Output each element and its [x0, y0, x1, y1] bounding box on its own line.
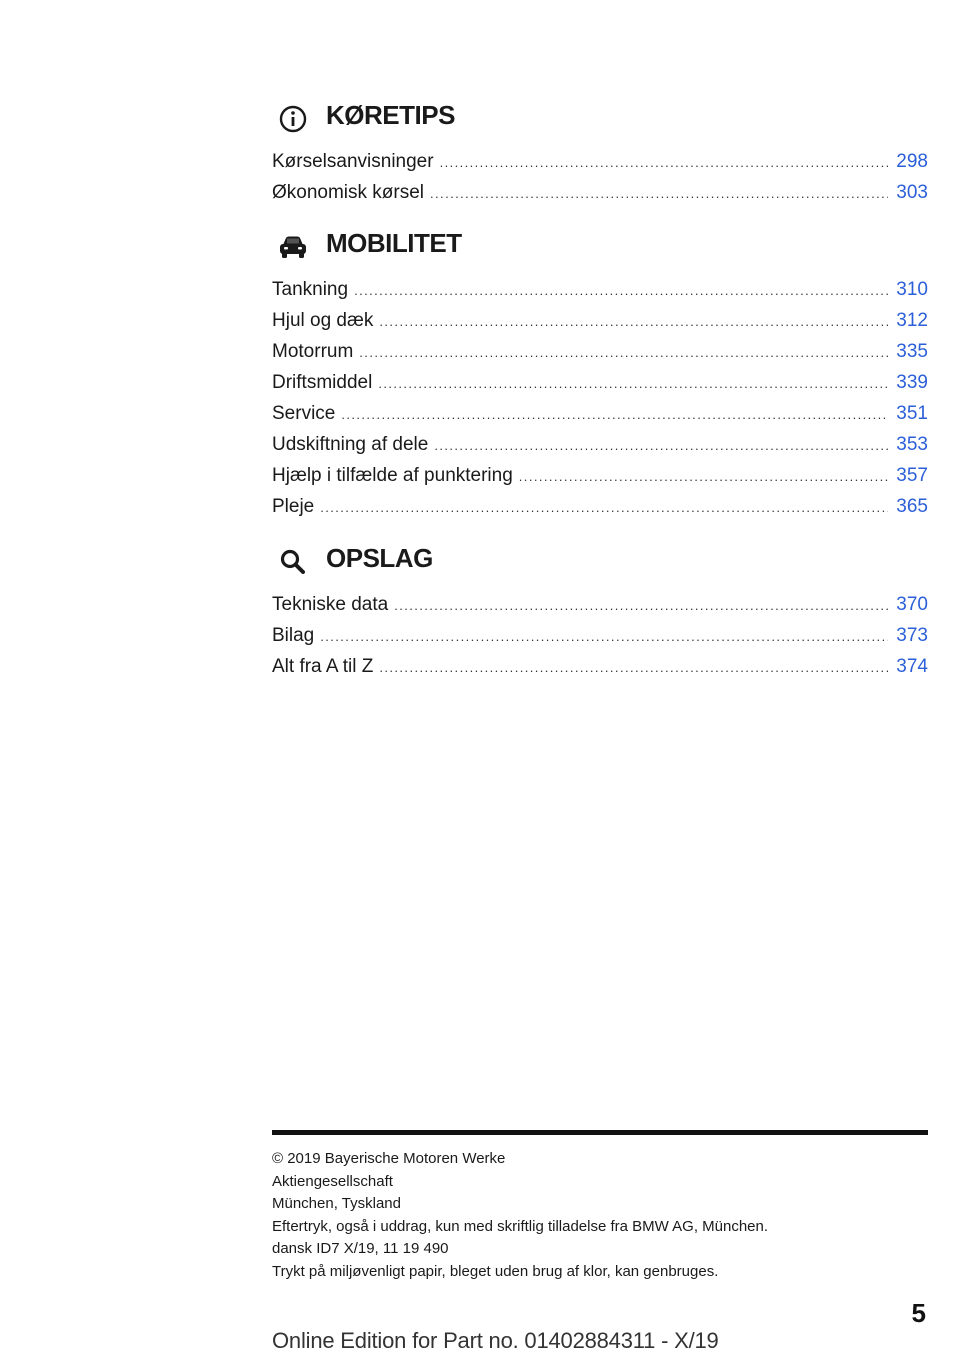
section-opslag — [272, 541, 928, 682]
toc-page-link[interactable]: 335 — [896, 341, 928, 362]
dot-leader — [359, 337, 888, 368]
toc-entry-label: Pleje — [272, 496, 315, 517]
toc-page-link[interactable]: 357 — [896, 465, 928, 486]
toc-entry[interactable] — [272, 177, 928, 208]
toc-page-link[interactable]: 370 — [896, 594, 928, 615]
toc-page-link[interactable]: 339 — [896, 372, 928, 393]
page-number: 5 — [911, 1298, 926, 1328]
toc-entry-label: Bilag — [272, 625, 315, 646]
section-header — [272, 226, 928, 270]
toc-page-link[interactable]: 374 — [896, 656, 928, 677]
info-icon — [276, 104, 310, 134]
toc-entry[interactable] — [272, 336, 928, 367]
toc-entry-label: Økonomisk kørsel — [272, 182, 425, 203]
section-header — [272, 541, 928, 585]
toc-entry[interactable] — [272, 398, 928, 429]
dot-leader — [378, 368, 888, 399]
toc-page-link[interactable]: 298 — [896, 151, 928, 172]
car-icon — [276, 232, 310, 262]
imprint-line: Aktiengesellschaft — [272, 1172, 393, 1190]
dot-leader — [354, 275, 888, 306]
dot-leader — [394, 590, 888, 621]
toc-entry-label: Motorrum — [272, 341, 354, 362]
toc-entry[interactable] — [272, 620, 928, 651]
toc-entry[interactable] — [272, 460, 928, 491]
dot-leader — [379, 306, 888, 337]
toc-entry[interactable] — [272, 274, 928, 305]
toc-list — [272, 146, 928, 208]
toc-list — [272, 589, 928, 682]
toc-page-link[interactable]: 353 — [896, 434, 928, 455]
imprint-divider — [272, 1130, 928, 1135]
toc-entry-label: Udskiftning af dele — [272, 434, 429, 455]
toc-page-link[interactable]: 312 — [896, 310, 928, 331]
dot-leader — [440, 147, 889, 178]
dot-leader — [430, 178, 888, 209]
dot-leader — [379, 652, 888, 683]
toc-entry-label: Tankning — [272, 279, 349, 300]
toc-entry[interactable] — [272, 589, 928, 620]
toc-page-link[interactable]: 303 — [896, 182, 928, 203]
dot-leader — [320, 492, 888, 523]
toc-entry[interactable] — [272, 305, 928, 336]
toc-page-link[interactable]: 351 — [896, 403, 928, 424]
toc-page-link[interactable]: 365 — [896, 496, 928, 517]
toc-page-link[interactable]: 373 — [896, 625, 928, 646]
toc-entry-label: Kørselsanvisninger — [272, 151, 434, 172]
dot-leader — [434, 430, 888, 461]
section-mobilitet — [272, 226, 928, 522]
section-header — [272, 98, 928, 142]
imprint-line: dansk ID7 X/19, 11 19 490 — [272, 1240, 449, 1258]
section-title: MOBILITET — [326, 228, 462, 258]
dot-leader — [341, 399, 888, 430]
dot-leader — [320, 621, 888, 652]
imprint-line: © 2019 Bayerische Motoren Werke — [272, 1150, 506, 1167]
imprint — [272, 1148, 928, 1284]
section-koeretips — [272, 98, 928, 208]
toc-list — [272, 274, 928, 522]
toc-entry[interactable] — [272, 651, 928, 682]
toc-page-link[interactable]: 310 — [896, 279, 928, 300]
section-title: OPSLAG — [326, 543, 433, 573]
toc-entry-label: Alt fra A til Z — [272, 656, 374, 677]
footer-edition: Online Edition for Part no. 01402884311 - X/19 — [272, 1328, 719, 1353]
imprint-line: München, Tyskland — [272, 1195, 401, 1213]
toc-entry[interactable] — [272, 367, 928, 398]
section-title: KØRETIPS — [326, 100, 455, 130]
toc-entry[interactable] — [272, 429, 928, 460]
toc-entry[interactable] — [272, 491, 928, 522]
toc-entry-label: Service — [272, 403, 336, 424]
toc-entry-label: Tekniske data — [272, 594, 389, 615]
toc-entry-label: Driftsmiddel — [272, 372, 373, 393]
search-icon — [276, 547, 310, 577]
dot-leader — [519, 461, 889, 492]
toc-entry-label: Hjælp i tilfælde af punktering — [272, 465, 513, 486]
imprint-line: Eftertryk, også i uddrag, kun med skriftlig tilladelse fra BMW AG, München. — [272, 1217, 769, 1235]
imprint-line: Trykt på miljøvenligt papir, bleget uden brug af klor, kan genbruges. — [272, 1262, 719, 1280]
toc-entry[interactable] — [272, 146, 928, 177]
toc-entry-label: Hjul og dæk — [272, 310, 374, 331]
